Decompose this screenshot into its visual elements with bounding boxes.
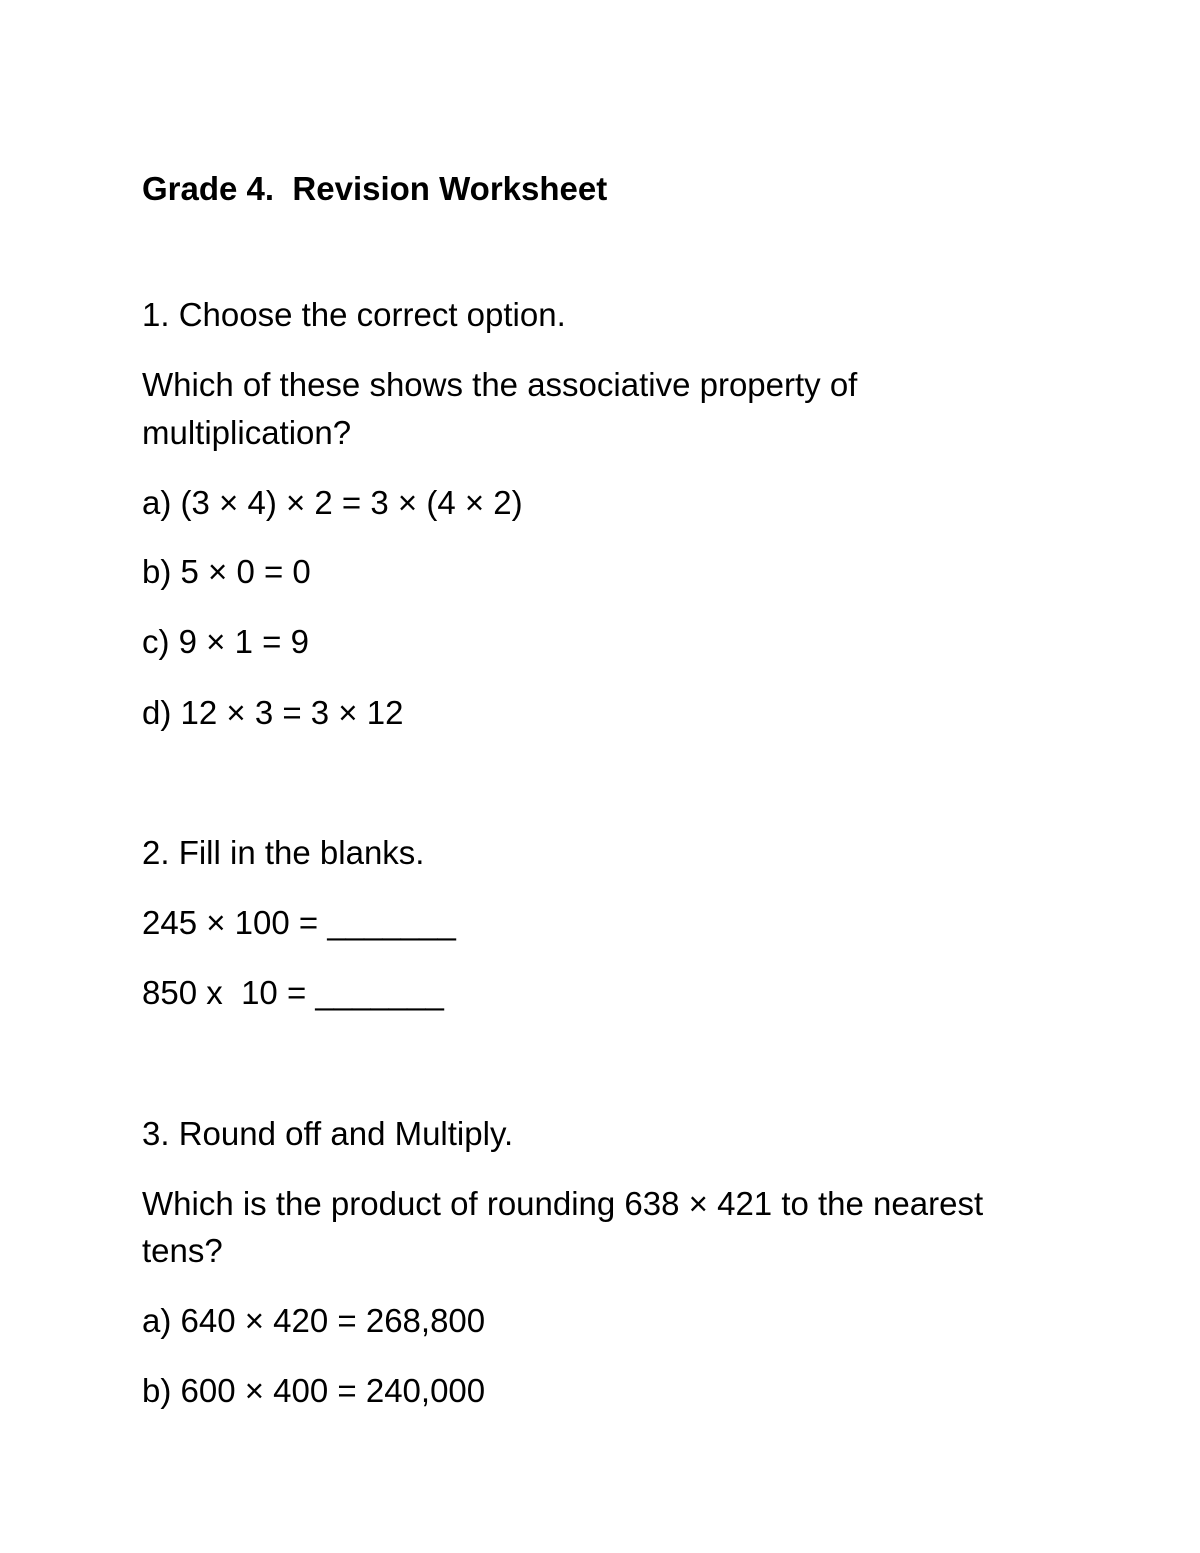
q2-item-2: 850 x 10 = _______ — [142, 974, 444, 1011]
q1-heading: 1. Choose the correct option. — [142, 296, 566, 333]
q1-prompt-line1: Which of these shows the associative property of — [142, 366, 858, 403]
q1-option-a: a) (3 × 4) × 2 = 3 × (4 × 2) — [142, 484, 523, 521]
q1-prompt-line2: multiplication? — [142, 414, 352, 451]
q2-heading: 2. Fill in the blanks. — [142, 834, 425, 871]
q3-prompt-line2: tens? — [142, 1232, 223, 1269]
q3-option-a: a) 640 × 420 = 268,800 — [142, 1302, 486, 1339]
worksheet-title: Grade 4. Revision Worksheet — [142, 170, 608, 207]
q1-option-d: d) 12 × 3 = 3 × 12 — [142, 694, 404, 731]
q1-option-b: b) 5 × 0 = 0 — [142, 553, 311, 590]
q1-option-c: c) 9 × 1 = 9 — [142, 623, 309, 660]
q3-heading: 3. Round off and Multiply. — [142, 1115, 514, 1152]
q2-item-1: 245 × 100 = _______ — [142, 904, 456, 941]
q3-option-b: b) 600 × 400 = 240,000 — [142, 1372, 486, 1409]
q3-prompt-line1: Which is the product of rounding 638 × 421 to the nearest — [142, 1185, 984, 1222]
